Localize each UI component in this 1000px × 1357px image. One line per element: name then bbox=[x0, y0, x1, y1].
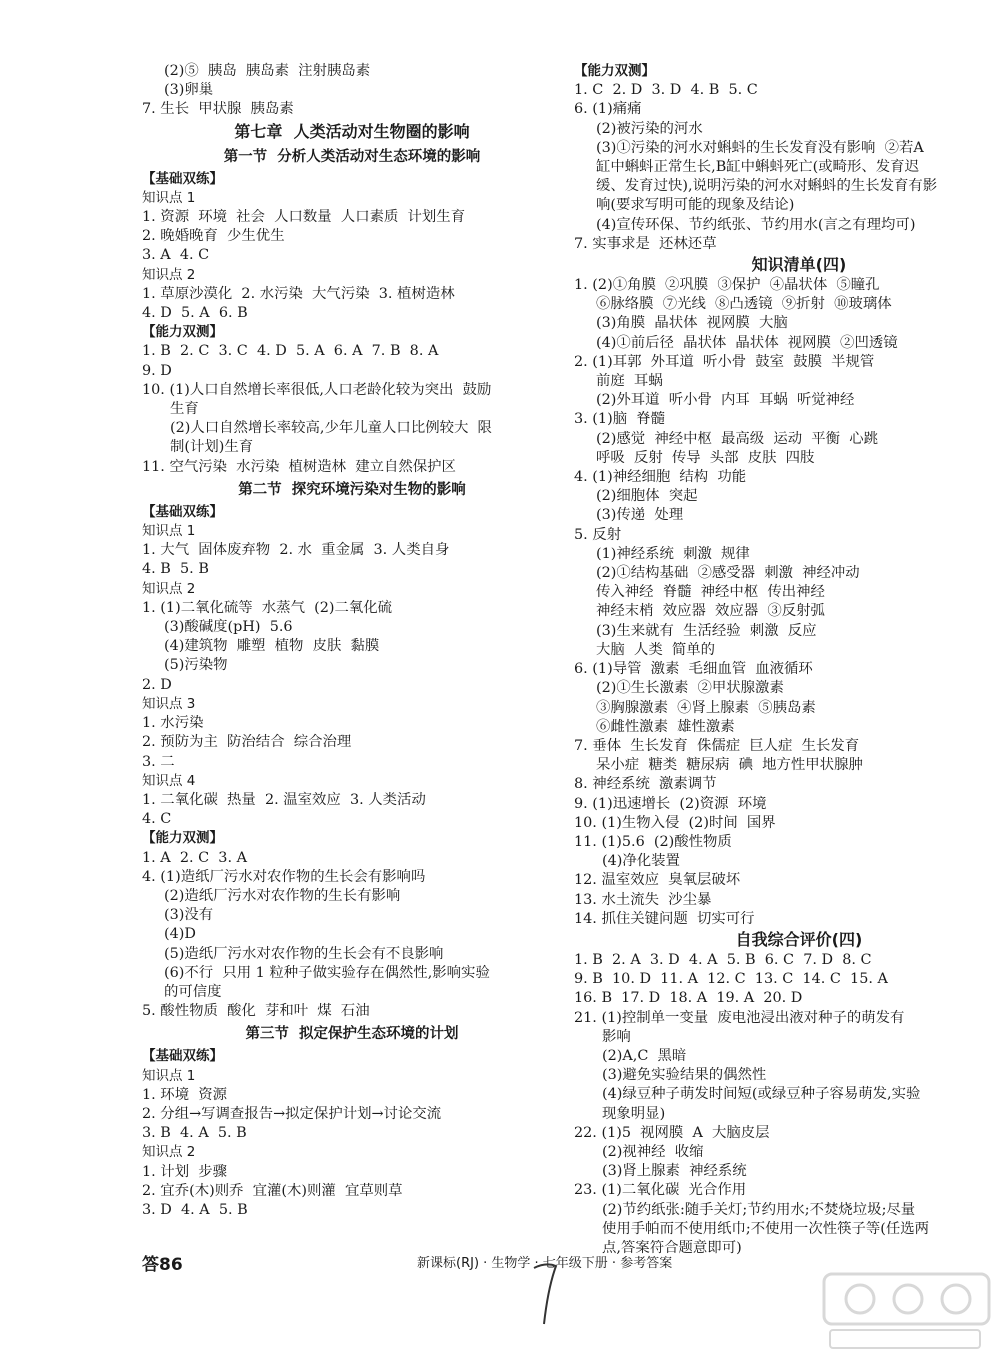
answer-line: (1)神经系统 刺激 规律 bbox=[596, 545, 750, 562]
answer-line: 3. D 4. A 5. B bbox=[142, 1201, 248, 1218]
handwritten-mark bbox=[530, 1258, 560, 1328]
answer-line: (2)人口自然增长率较高,少年儿童人口比例较大 限 bbox=[170, 420, 492, 437]
answer-line: 4. C bbox=[142, 811, 172, 828]
knowledge-point-label: 知识点 1 bbox=[142, 1067, 196, 1084]
answer-line: (5)造纸厂污水对农作物的生长会有不良影响 bbox=[164, 945, 444, 962]
answer-line: 6. (1)导管 激素 毛细血管 血液循环 bbox=[574, 661, 813, 678]
section-tag: 【能力双测】 bbox=[142, 830, 223, 847]
right-column bbox=[574, 62, 974, 1258]
section-heading: 自我综合评价(四) bbox=[735, 929, 863, 949]
answer-line: (2)被污染的河水 bbox=[596, 120, 703, 137]
section-heading: 第三节 拟定保护生态环境的计划 bbox=[245, 1026, 459, 1043]
knowledge-point-label: 知识点 2 bbox=[142, 1144, 196, 1161]
answer-line: (2)感觉 神经中枢 最高级 运动 平衡 心跳 bbox=[596, 430, 878, 447]
answer-line: 3. 二 bbox=[142, 753, 175, 770]
answer-line: (4)绿豆种子萌发时间短(或绿豆种子容易萌发,实验 bbox=[602, 1086, 921, 1103]
answer-line: (3)角膜 晶状体 视网膜 大脑 bbox=[596, 315, 788, 332]
answer-line: (3)没有 bbox=[164, 907, 214, 924]
answer-line: 21. (1)控制单一变量 废电池浸出液对种子的萌发有 bbox=[574, 1009, 905, 1026]
answer-line: 4. D 5. A 6. B bbox=[142, 305, 248, 322]
answer-line: 呆小症 糖类 糖尿病 碘 地方性甲状腺肿 bbox=[596, 757, 863, 774]
answer-line: 2. 预防为主 防治结合 综合治理 bbox=[142, 734, 352, 751]
answer-line: 14. 抓住关键问题 切实可行 bbox=[574, 910, 755, 927]
answer-line: 1. 草原沙漠化 2. 水污染 大气污染 3. 植树造林 bbox=[142, 285, 455, 302]
answer-line: 12. 温室效应 臭氧层破坏 bbox=[574, 872, 741, 889]
answer-line: 1. 资源 环境 社会 人口数量 人口素质 计划生育 bbox=[142, 209, 466, 226]
answer-line: 呼吸 反射 传导 头部 皮肤 四肢 bbox=[596, 449, 815, 466]
answer-line: 2. (1)耳郭 外耳道 听小骨 鼓室 鼓膜 半规管 bbox=[574, 353, 875, 370]
answer-line: (2)外耳道 听小骨 内耳 耳蜗 听觉神经 bbox=[596, 392, 855, 409]
answer-line: (2)细胞体 突起 bbox=[596, 488, 698, 505]
answer-line: 11. 空气污染 水污染 植树造林 建立自然保护区 bbox=[142, 458, 456, 475]
section-tag: 【基础双练】 bbox=[142, 1048, 223, 1065]
section-tag: 【基础双练】 bbox=[142, 170, 223, 187]
answer-line: 3. (1)脑 脊髓 bbox=[574, 411, 666, 428]
answer-line: 缓、发育过快),说明污染的河水对蝌蚪的生长发育有影 bbox=[596, 178, 938, 195]
answer-line: 1. C 2. D 3. D 4. B 5. C bbox=[574, 82, 758, 99]
answer-line: 1. 环境 资源 bbox=[142, 1086, 228, 1103]
answer-line: 前庭 耳蜗 bbox=[596, 373, 663, 390]
answer-line: 缸中蝌蚪正常生长,B缸中蝌蚪死亡(或畸形、发育迟 bbox=[596, 159, 919, 176]
section-heading: 第二节 探究环境污染对生物的影响 bbox=[238, 481, 466, 498]
section-heading: 知识清单(四) bbox=[751, 255, 847, 275]
answer-line: 4. B 5. B bbox=[142, 561, 209, 578]
answer-line: 7. 实事求是 还林还草 bbox=[574, 235, 717, 252]
answer-line: (3)避免实验结果的偶然性 bbox=[602, 1067, 767, 1084]
answer-line: (2)视神经 收缩 bbox=[602, 1143, 704, 1160]
answer-line: (3)①污染的河水对蝌蚪的生长发育没有影响 ②若A bbox=[596, 139, 924, 156]
page-number: 答86 bbox=[142, 1255, 183, 1275]
answer-line: (3)生来就有 生活经验 刺激 反应 bbox=[596, 622, 817, 639]
answer-line: 6. (1)痛痛 bbox=[574, 101, 642, 118]
answer-line: 点,答案符合题意即可) bbox=[602, 1239, 742, 1256]
answer-line: 神经末梢 效应器 效应器 ③反射弧 bbox=[596, 603, 825, 620]
answer-line: (2)①生长激素 ②甲状腺激素 bbox=[596, 680, 784, 697]
answer-line: 13. 水土流失 沙尘暴 bbox=[574, 891, 712, 908]
answer-line: 1. 二氧化碳 热量 2. 温室效应 3. 人类活动 bbox=[142, 791, 426, 808]
answer-line: 生育 bbox=[170, 401, 199, 418]
section-tag: 【能力双测】 bbox=[142, 324, 223, 341]
answer-line: 使用手帕而不使用纸巾;不使用一次性筷子等(任选两 bbox=[602, 1220, 930, 1237]
answer-line: 8. 神经系统 激素调节 bbox=[574, 776, 717, 793]
answer-line: ⑥雌性激素 雄性激素 bbox=[596, 718, 735, 735]
answer-line: (4)①前后径 晶状体 晶状体 视网膜 ②凹透镜 bbox=[596, 334, 898, 351]
answer-line: (3)传递 处理 bbox=[596, 507, 684, 524]
answer-line: 5. 反射 bbox=[574, 526, 622, 543]
knowledge-point-label: 知识点 4 bbox=[142, 772, 196, 789]
answer-line: 1. A 2. C 3. A bbox=[142, 849, 248, 866]
answer-line: 9. D bbox=[142, 362, 172, 379]
answer-line: (3)酸碱度(pH) 5.6 bbox=[164, 619, 293, 636]
answer-line: 4. (1)造纸厂污水对农作物的生长会有影响吗 bbox=[142, 868, 426, 885]
book-info: 新课标(RJ) · 生物学 · 七年级下册 · 参考答案 bbox=[417, 1256, 673, 1271]
answer-line: 3. A 4. C bbox=[142, 247, 210, 264]
answer-line: 1. 大气 固体废弃物 2. 水 重金属 3. 人类自身 bbox=[142, 542, 450, 559]
answer-line: (2)A,C 黑暗 bbox=[602, 1047, 687, 1064]
answer-line: 5. 酸性物质 酸化 芽和叶 煤 石油 bbox=[142, 1003, 370, 1020]
answer-line: (5)污染物 bbox=[164, 657, 228, 674]
answer-line: 16. B 17. D 18. A 19. A 20. D bbox=[574, 990, 803, 1007]
answer-line: 2. 分组→写调查报告→拟定保护计划→讨论交流 bbox=[142, 1105, 442, 1122]
answer-line: 9. (1)迅速增长 (2)资源 环境 bbox=[574, 795, 767, 812]
answer-line: (4)净化装置 bbox=[602, 853, 680, 870]
section-heading: 第七章 人类活动对生物圈的影响 bbox=[234, 121, 470, 141]
knowledge-point-label: 知识点 1 bbox=[142, 189, 196, 206]
answer-line: (2)⑤ 胰岛 胰岛素 注射胰岛素 bbox=[164, 63, 371, 79]
answer-line: 7. 生长 甲状腺 胰岛素 bbox=[142, 101, 294, 118]
knowledge-point-label: 知识点 2 bbox=[142, 580, 196, 597]
section-tag: 【基础双练】 bbox=[142, 503, 223, 520]
answer-line: 3. B 4. A 5. B bbox=[142, 1125, 247, 1142]
answer-line: 23. (1)二氧化碳 光合作用 bbox=[574, 1182, 747, 1199]
answer-line: (2)造纸厂污水对农作物的生长有影响 bbox=[164, 887, 401, 904]
answer-line: 11. (1)5.6 (2)酸性物质 bbox=[574, 833, 732, 850]
answer-line: 7. 垂体 生长发育 侏儒症 巨人症 生长发育 bbox=[574, 737, 860, 754]
answer-line: 1. (1)二氧化硫等 水蒸气 (2)二氧化硫 bbox=[142, 599, 393, 616]
answer-line: (3)卵巢 bbox=[164, 82, 214, 99]
answer-line: 响(要求写明可能的现象及结论) bbox=[596, 197, 795, 214]
knowledge-point-label: 知识点 2 bbox=[142, 266, 196, 283]
section-heading: 第一节 分析人类活动对生态环境的影响 bbox=[223, 148, 481, 165]
knowledge-point-label: 知识点 3 bbox=[142, 695, 196, 712]
answer-line: 10. (1)生物入侵 (2)时间 国界 bbox=[574, 814, 776, 831]
watermark-logo bbox=[820, 1270, 995, 1355]
knowledge-point-label: 知识点 1 bbox=[142, 523, 196, 540]
answer-line: 传入神经 脊髓 神经中枢 传出神经 bbox=[596, 584, 825, 601]
answer-line: 现象明显) bbox=[602, 1105, 666, 1122]
answer-line: (4)宣传环保、节约纸张、节约用水(言之有理均可) bbox=[596, 216, 916, 233]
left-column bbox=[142, 62, 562, 1220]
answer-line: 1. 水污染 bbox=[142, 715, 204, 732]
answer-line: (6)不行 只用 1 粒种子做实验存在偶然性,影响实验 bbox=[164, 964, 490, 981]
section-tag: 【能力双测】 bbox=[574, 63, 655, 79]
answer-line: 1. B 2. C 3. C 4. D 5. A 6. A 7. B 8. A bbox=[142, 343, 439, 360]
answer-line: 影响 bbox=[602, 1028, 631, 1045]
answer-line: 2. D bbox=[142, 676, 172, 693]
answer-line: 2. 宜乔(木)则乔 宜灌(木)则灌 宜草则草 bbox=[142, 1182, 403, 1199]
answer-line: (4)D bbox=[164, 926, 196, 943]
answer-line: 大脑 人类 简单的 bbox=[596, 641, 716, 658]
answer-line: ③胸腺激素 ④肾上腺素 ⑤胰岛素 bbox=[596, 699, 816, 716]
answer-line: 4. (1)神经细胞 结构 功能 bbox=[574, 469, 747, 486]
answer-line: 1. (2)①角膜 ②巩膜 ③保护 ④晶状体 ⑤瞳孔 bbox=[574, 277, 880, 294]
answer-line: 22. (1)5 视网膜 A 大脑皮层 bbox=[574, 1124, 770, 1141]
answer-line: 制(计划)生育 bbox=[170, 439, 254, 456]
answer-line: 1. 计划 步骤 bbox=[142, 1163, 228, 1180]
answer-line: ⑥脉络膜 ⑦光线 ⑧凸透镜 ⑨折射 ⑩玻璃体 bbox=[596, 296, 892, 313]
answer-line: (2)①结构基础 ②感受器 刺激 神经冲动 bbox=[596, 565, 860, 582]
answer-line: 的可信度 bbox=[164, 983, 222, 1000]
answer-line: 1. B 2. A 3. D 4. A 5. B 6. C 7. D 8. C bbox=[574, 951, 872, 968]
answer-line: 9. B 10. D 11. A 12. C 13. C 14. C 15. A bbox=[574, 971, 888, 988]
answer-line: 10. (1)人口自然增长率很低,人口老龄化较为突出 鼓励 bbox=[142, 381, 492, 398]
answer-line: 2. 晚婚晚育 少生优生 bbox=[142, 228, 285, 245]
answer-line: (3)肾上腺素 神经系统 bbox=[602, 1163, 747, 1180]
answer-line: (4)建筑物 雕塑 植物 皮肤 黏膜 bbox=[164, 638, 380, 655]
answer-line: (2)节约纸张:随手关灯;节约用水;不焚烧垃圾;尽量 bbox=[602, 1201, 916, 1218]
